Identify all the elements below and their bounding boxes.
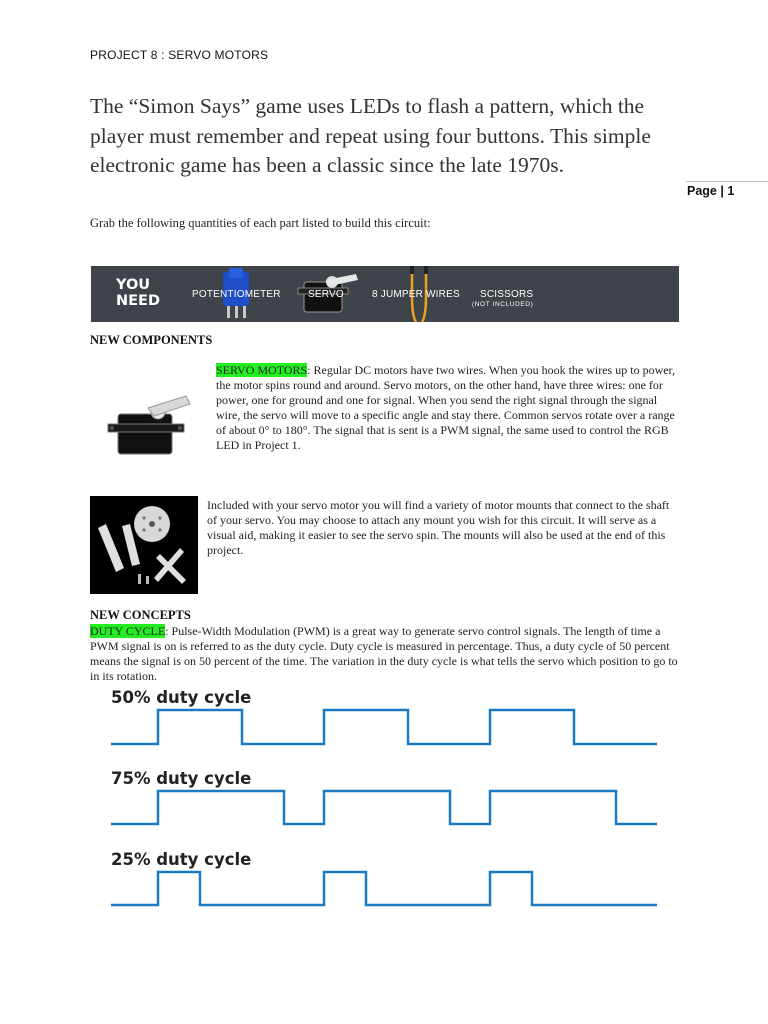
duty-cycle-paragraph [90,624,680,684]
you-need-label: YOU NEED [116,277,160,309]
parts-instruction: Grab the following quantities of each part listed to build this circuit: [90,216,431,230]
page-number: Page | 1 [687,184,735,198]
intro-paragraph: The “Simon Says” game uses LEDs to flash a pattern, which the player must remember and repeat using four buttons. This simple electronic game has been a classic since the late 1970s. [90,94,651,177]
page-number-divider [686,181,768,182]
scissors-not-included-note: (NOT INCLUDED) [472,301,534,308]
banner-item-servo: SERVO [308,289,344,300]
motor-mounts-image [90,496,198,594]
motor-mounts-paragraph: Included with your servo motor you will find a variety of motor mounts that connect to the shaft of your servo. You may choose to attach any mount you wish for this circuit. It will serve as a visual aid, making it easier to see the servo spin. The mounts will also be used at the end of this project. [207,498,670,557]
duty-cycle-term: DUTY CYCLE [90,624,166,638]
new-components-heading: NEW COMPONENTS [90,333,213,347]
waveform-line [111,710,657,744]
duty-cycle-label: 75% duty cycle [111,769,252,788]
banner-item-jumper-wires: 8 JUMPER WIRES [372,289,460,300]
you-need-banner [91,266,679,322]
duty-cycle-label: 50% duty cycle [111,688,252,707]
duty-cycle-label: 25% duty cycle [111,850,252,869]
banner-item-potentiometer: POTENTIOMETER [192,289,281,300]
waveform-line [111,791,657,824]
motor-mounts-icon [90,496,198,594]
new-concepts-heading: NEW CONCEPTS [90,608,191,622]
project-title: PROJECT 8 : SERVO MOTORS [90,48,269,62]
waveform-line [111,872,657,905]
servo-motors-text: : Regular DC motors have two wires. When you hook the wires up to power, the motor spins round and around. Servo motors, on the other hand, have three wires: one for power, one for ground and one for signal. When you send the right signal through the signal wire, the servo will move to a specific angle and stay there. Common servos rotate over a range of about 0° to 180°. The signal that is sent is a PWM signal, the same used to control the RGB LED in Project 1. [216,363,676,452]
servo-motors-term: SERVO MOTORS [216,363,308,377]
banner-item-scissors: SCISSORS [480,289,534,300]
servo-motor-image [104,394,192,462]
duty-cycle-text: : Pulse-Width Modulation (PWM) is a great way to generate servo control signals. The length of time a PWM signal is on is referred to as the duty cycle. Duty cycle is measured in percentage. Thus, a duty cycle of 50 percent means the signal is on 50 percent of the time. The variation in the duty cycle is what tells the servo which position to go to in its rotation. [90,624,678,683]
